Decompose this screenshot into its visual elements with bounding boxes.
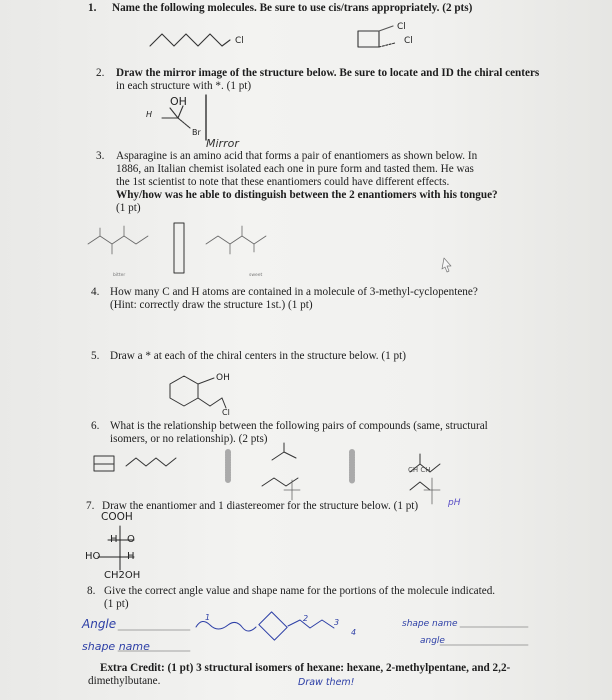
q8-angle-handwritten: Angle (82, 617, 117, 631)
q8-num3: 3 (334, 618, 340, 627)
q5-cl-label: Cl (222, 408, 230, 417)
q5-number: 5. (91, 350, 100, 362)
q7-sketches (284, 478, 440, 504)
q1-cl-label-b: Cl (397, 22, 406, 32)
q4-prompt-line1: How many C and H atoms are contained in a molecule of 3-methyl-cyclopentene? (110, 286, 478, 298)
q3-prompt-line1: Asparagine is an amino acid that forms a pair of enantiomers as shown below. In (116, 150, 478, 162)
q2-structure (162, 95, 206, 140)
q7-ch2oh-text: CH2OH (104, 570, 141, 581)
q2-mirror-label: Mirror (206, 137, 239, 150)
q1-chain-structure (150, 34, 230, 46)
q3-prompt-line2: 1886, an Italian chemist isolated each one in pure form and tasted them. He was (116, 163, 474, 175)
q7-o-right-label: O (127, 534, 135, 545)
q6-number: 6. (91, 420, 100, 432)
extra-credit-line2: dimethylbutane. (88, 675, 161, 687)
extra-credit-text: Extra Credit: (1 pt) 3 structural isomers of hexane: hexane, 2-methylpentane, and 2,2- (100, 662, 511, 674)
q4-prompt-line2: (Hint: correctly draw the structure 1st.) (1 pt) (110, 299, 313, 311)
q7-number: 7. (86, 500, 95, 512)
q3-enantiomer-right (206, 226, 266, 254)
q8-prompt-line2: (1 pt) (104, 598, 129, 610)
q7-fischer-projection (98, 526, 134, 570)
q5-prompt: Draw a * at each of the chiral centers in the structure below. (1 pt) (110, 350, 406, 362)
q3-mirror-box (174, 223, 184, 273)
q2-oh-label: OH (170, 95, 187, 108)
q8-molecule-structure (196, 612, 334, 640)
q6-ch-label: CH CH (408, 466, 431, 474)
q1-prompt: Name the following molecules. Be sure to use cis/trans appropriately. (2 pts) (112, 2, 473, 14)
q8-shape-name-right: shape name (402, 619, 458, 629)
q2-prompt-line2: in each structure with *. (1 pt) (116, 80, 252, 92)
q3-enantiomer-left (88, 226, 148, 254)
q1-cl-label-a: Cl (235, 36, 244, 46)
q8-prompt-line1: Give the correct angle value and shape name for the portions of the molecule indicated. (104, 585, 496, 597)
q8-num1: 1 (205, 613, 211, 622)
q2-prompt-line1: Draw the mirror image of the structure below. Be sure to locate and ID the chiral centers (116, 67, 540, 79)
q3-bitter-label: bitter (113, 273, 126, 278)
q7-prompt: Draw the enantiomer and 1 diastereomer for the structure below. (1 pt) (102, 500, 419, 512)
q7-ph-label: pH (448, 498, 461, 508)
q3-sweet-label: sweet (249, 273, 263, 278)
q2-h-label: H (146, 110, 153, 119)
q5-oh-label: OH (216, 373, 230, 383)
q1-number: 1. (88, 2, 97, 14)
q2-br-label: Br (192, 128, 201, 137)
q2-number: 2. (96, 67, 105, 79)
q7-h-right-label: H (127, 551, 135, 562)
q4-number: 4. (91, 286, 100, 298)
q8-num2: 2 (303, 614, 309, 623)
q8-angle-right: angle (420, 636, 445, 646)
q6-prompt-line2: isomers, or no relationship). (2 pts) (110, 433, 268, 445)
q8-num4: 4 (351, 628, 357, 637)
q1-cyclobutane-structure (358, 31, 379, 47)
q6-structures (94, 443, 440, 490)
mouse-cursor-icon (442, 258, 451, 272)
q8-answer-lines (118, 627, 528, 651)
q7-ho-left-label: HO (85, 551, 101, 562)
q3-number: 3. (96, 150, 105, 162)
q8-number: 8. (87, 585, 96, 597)
q7-cooh-label: COOH (101, 511, 133, 523)
q7-h-left-label: H (110, 534, 118, 545)
extra-credit-draw-them: Draw them! (298, 677, 355, 688)
q5-structure (170, 376, 226, 408)
q6-prompt-line1: What is the relationship between the following pairs of compounds (same, structural (110, 420, 488, 432)
q3-prompt-line3: the 1st scientist to note that these enantiomers could have different effects. (116, 176, 450, 188)
q8-shape-name-handwritten: shape name (82, 640, 150, 653)
q3-prompt-line5: (1 pt) (116, 202, 141, 214)
q3-prompt-line4: Why/how was he able to distinguish between the 2 enantiomers with his tongue? (116, 189, 498, 201)
q1-cl-label-c: Cl (404, 36, 413, 46)
